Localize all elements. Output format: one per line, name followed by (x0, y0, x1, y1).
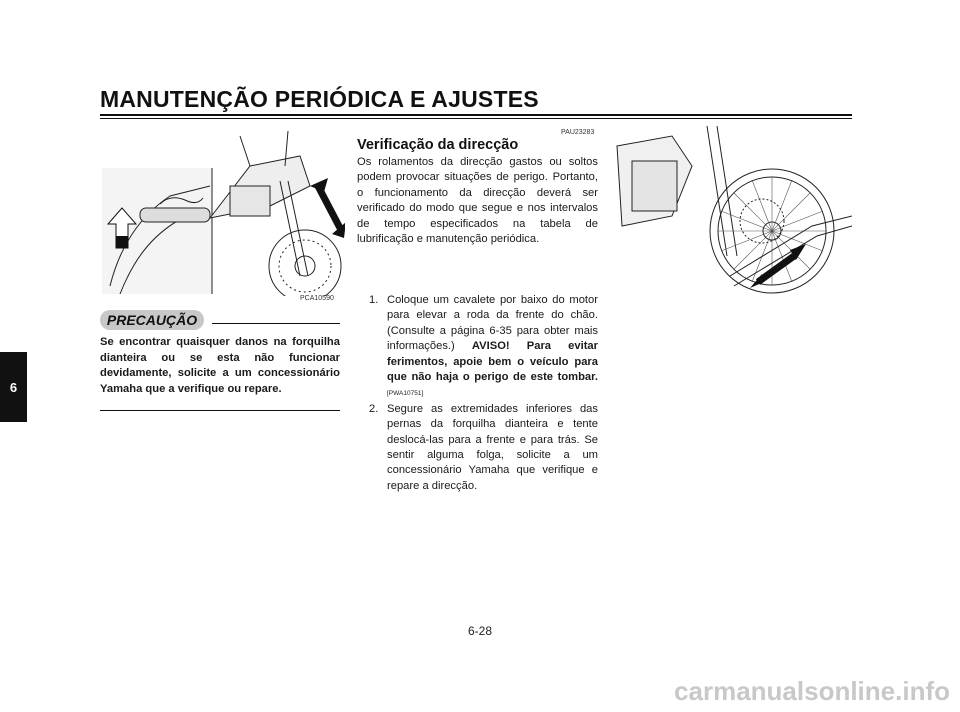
step-number: 2. (369, 402, 379, 415)
page-header-title: MANUTENÇÃO PERIÓDICA E AJUSTES (100, 86, 539, 112)
caution-end-rule (100, 410, 340, 411)
steps-list (357, 293, 598, 494)
step-text: Segure as extremidades inferiores das pernas da forquilha dianteira e tente deslocá-las para a frente e para trás. Se sentir alguma folga, solicite a um concessionário Yamaha que verifique e repare a direcção. (387, 402, 598, 492)
caution-text: Se encontrar quaisquer danos na forquilha dianteira ou se esta não funcionar devidamente, solicite a um concessionário Yamaha que a verifique ou repare. (100, 336, 340, 395)
section-code: PAU23283 (561, 129, 595, 136)
caution-label: PRECAUÇÃO (100, 310, 204, 330)
watermark: carmanualsonline.info (674, 676, 950, 706)
step-text: Coloque um cavalete por baixo do motor para elevar a roda da frente do chão. (Consulte a página 6-35 para obter mais informações.) (387, 294, 598, 353)
fork-compression-illustration (100, 126, 345, 296)
warning-text: AVISO! Para evitar ferimentos, apoie bem o veículo para que não haja o perigo de este tombar. (387, 340, 599, 384)
figure-code-left: PCA10590 (300, 295, 334, 302)
warning-code: [PWA10751] (387, 390, 424, 398)
step-number: 1. (369, 294, 379, 306)
list-item (357, 402, 598, 494)
chapter-tab: 6 (0, 352, 27, 422)
header-rule (100, 114, 852, 116)
caution-rule (212, 323, 340, 324)
page-number: 6-28 (467, 624, 493, 638)
section-title: Verificação da direcção (357, 137, 519, 153)
steering-check-illustration (612, 126, 852, 296)
header-rule-thin (100, 118, 852, 119)
section-intro: Os rolamentos da direcção gastos ou soltos podem provocar situações de perigo. Portanto, o funcionamento da direcção deverá ser verificado do modo que segue e nos intervalos de tempo especificados na tabela de lubrificação e manutenção periódica. (357, 156, 598, 246)
list-item (357, 293, 598, 402)
